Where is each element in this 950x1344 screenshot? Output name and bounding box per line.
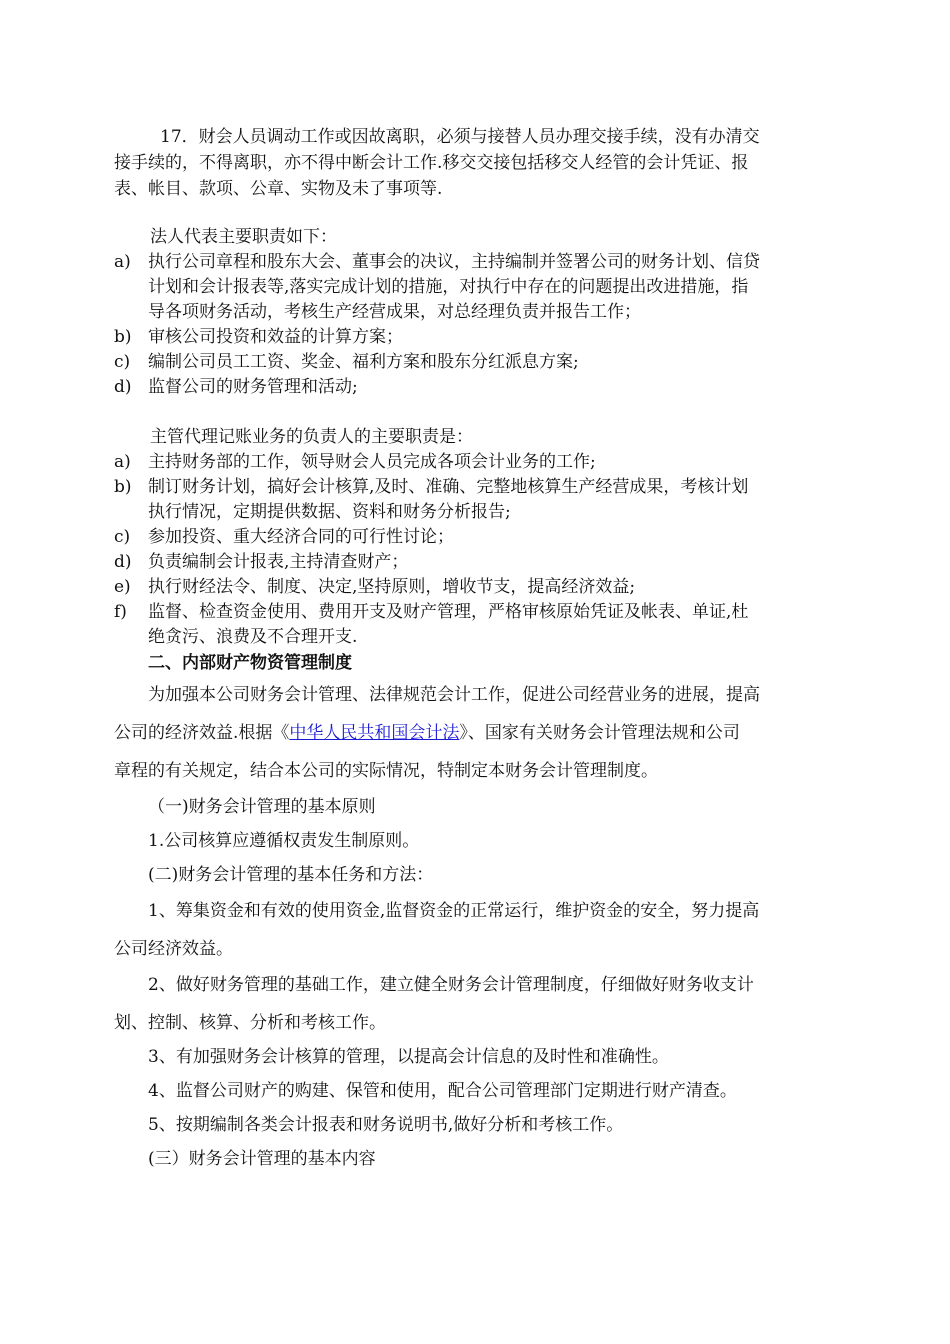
list-marker: d) [114, 377, 132, 397]
list-marker: a) [114, 252, 131, 272]
intro-text-pre: 公司的经济效益.根据《 [114, 723, 290, 743]
accounting-law-link[interactable]: 中华人民共和国会计法 [289, 723, 460, 743]
list-item-text: 监督、检查资金使用、费用开支及财产管理，严格审核原始凭证及帐表、单证,杜 [148, 602, 749, 622]
list-item-text: 执行财经法令、制度、决定,坚持原则，增收节支，提高经济效益; [148, 577, 636, 597]
supervisor-heading: 主管代理记账业务的负责人的主要职责是： [150, 427, 473, 447]
section17-line-1: 17．财会人员调动工作或因故离职，必须与接替人员办理交接手续，没有办清交 [160, 127, 760, 147]
list-marker: c) [114, 527, 131, 547]
task-2-line-1: 2、做好财务管理的基础工作，建立健全财务会计管理制度，仔细做好财务收支计 [148, 975, 754, 995]
list-marker: b) [114, 327, 132, 347]
task-1-line-2: 公司经济效益。 [114, 939, 233, 959]
section2-intro-line-3: 章程的有关规定，结合本公司的实际情况，特制定本财务会计管理制度。 [114, 761, 658, 781]
task-4: 4、监督公司财产的购建、保管和使用，配合公司管理部门定期进行财产清查。 [148, 1081, 737, 1101]
legal-rep-heading: 法人代表主要职责如下： [150, 227, 337, 247]
task-3: 3、有加强财务会计核算的管理，以提高会计信息的及时性和准确性。 [148, 1047, 669, 1067]
list-marker: f) [114, 602, 127, 622]
list-item-text: 参加投资、重大经济合同的可行性讨论； [148, 527, 454, 547]
principle-item-1: 1.公司核算应遵循权责发生制原则。 [148, 831, 420, 851]
section2-intro-line-2 [114, 721, 740, 745]
list-item-text: 审核公司投资和效益的计算方案； [148, 327, 403, 347]
list-item-text: 监督公司的财务管理和活动; [148, 377, 358, 397]
list-item-text: 导各项财务活动，考核生产经营成果，对总经理负责并报告工作； [148, 302, 641, 322]
task-2-line-2: 划、控制、核算、分析和考核工作。 [114, 1013, 386, 1033]
subsection-heading-3: (三）财务会计管理的基本内容 [148, 1149, 376, 1169]
list-item-text: 计划和会计报表等,落实完成计划的措施，对执行中存在的问题提出改进措施，指 [148, 277, 749, 297]
intro-text-post: 》、国家有关财务会计管理法规和公司 [459, 723, 740, 743]
section17-line-3: 表、帐目、款项、公章、实物及未了事项等. [114, 179, 443, 199]
list-item-text: 执行情况，定期提供数据、资料和财务分析报告; [148, 502, 511, 522]
list-item-text: 制订财务计划，搞好会计核算,及时、准确、完整地核算生产经营成果，考核计划 [148, 477, 749, 497]
list-marker: e) [114, 577, 131, 597]
list-item-text: 编制公司员工工资、奖金、福利方案和股东分红派息方案; [148, 352, 579, 372]
list-marker: c) [114, 352, 131, 372]
list-marker: b) [114, 477, 132, 497]
list-marker: d) [114, 552, 132, 572]
list-marker: a) [114, 452, 131, 472]
section2-heading: 二、内部财产物资管理制度 [148, 653, 352, 673]
subsection-heading-1: （一)财务会计管理的基本原则 [148, 797, 376, 817]
list-item-text: 执行公司章程和股东大会、董事会的决议，主持编制并签署公司的财务计划、信贷 [148, 252, 760, 272]
task-5: 5、按期编制各类会计报表和财务说明书,做好分析和考核工作。 [148, 1115, 624, 1135]
task-1-line-1: 1、筹集资金和有效的使用资金,监督资金的正常运行，维护资金的安全，努力提高 [148, 901, 760, 921]
list-item-text: 负责编制会计报表,主持清查财产； [148, 552, 409, 572]
section2-intro-line-1: 为加强本公司财务会计管理、法律规范会计工作，促进公司经营业务的进展，提高 [148, 685, 760, 705]
section17-line-2: 接手续的，不得离职，亦不得中断会计工作.移交交接包括移交人经管的会计凭证、报 [114, 153, 749, 173]
list-item-text: 主持财务部的工作，领导财会人员完成各项会计业务的工作; [148, 452, 596, 472]
list-item-text: 绝贪污、浪费及不合理开支. [148, 627, 358, 647]
subsection-heading-2: (二)财务会计管理的基本任务和方法： [148, 865, 434, 885]
